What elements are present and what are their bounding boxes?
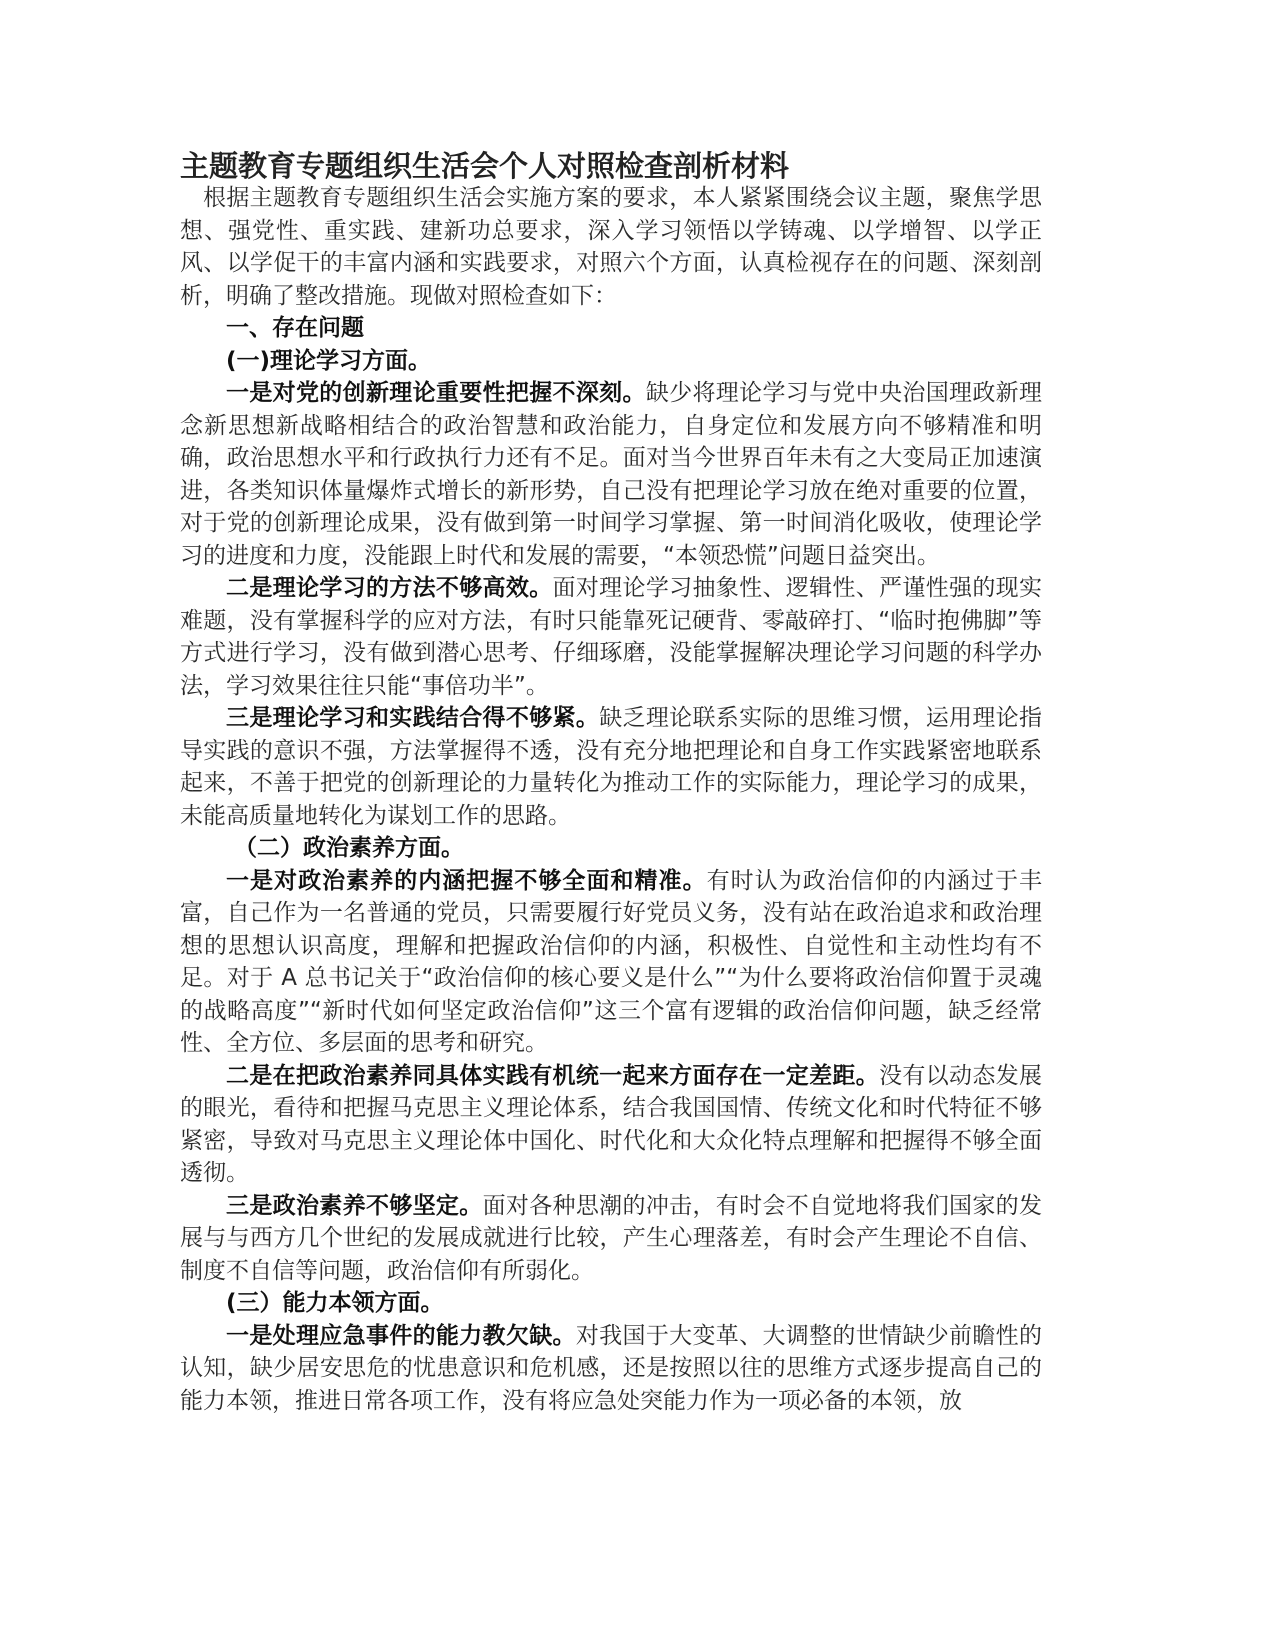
paragraph-lead: 一是对政治素养的内涵把握不够全面和精准。	[226, 867, 707, 894]
paragraph-lead: 三是政治素养不够坚定。	[226, 1192, 483, 1219]
paragraph-body: 没有以动态发展的眼光，看待和把握马克思主义理论体系，结合我国国情、传统文化和时代特征不够紧密，导致对马克思主义理论体中国化、时代化和大众化特点理解和把握得不够全面透彻。	[180, 1062, 1043, 1186]
paragraph-politics-2	[180, 1060, 1042, 1190]
paragraph-lead: 二是在把政治素养同具体实践有机统一起来方面存在一定差距。	[226, 1062, 880, 1089]
intro-paragraph: 根据主题教育专题组织生活会实施方案的要求，本人紧紧围绕会议主题，聚焦学思想、强党性、重实践、建新功总要求，深入学习领悟以学铸魂、以学增智、以学正风、以学促干的丰富内涵和实践要求，对照六个方面，认真检视存在的问题、深刻剖析，明确了整改措施。现做对照检查如下：	[180, 185, 1042, 309]
paragraph-theory-2	[180, 572, 1042, 702]
paragraph-lead: 一是处理应急事件的能力教欠缺。	[226, 1322, 576, 1349]
paragraph-politics-3	[180, 1190, 1042, 1288]
paragraph-theory-1	[180, 377, 1042, 572]
paragraph-lead: 一是对党的创新理论重要性把握不深刻。	[226, 380, 646, 406]
paragraph-theory-3	[180, 702, 1042, 832]
paragraph-ability-1	[180, 1320, 1042, 1418]
document-title: 主题教育专题组织生活会个人对照检查剖析材料	[180, 149, 790, 183]
document-page	[180, 150, 1042, 1417]
paragraph-body: 缺少将理论学习与党中央治国理政新理念新思想新战略相结合的政治智慧和政治能力，自身定位和发展方向不够精准和明确，政治思想水平和行政执行力还有不足。面对当今世界百年未有之大变局正加速演进，各类知识体量爆炸式增长的新形势，自己没有把理论学习放在绝对重要的位置，对于党的创新理论成果，没有做到第一时间学习掌握、第一时间消化吸收，使理论学习的进度和力度，没能跟上时代和发展的需要，“本领恐慌”问题日益突出。	[180, 380, 1043, 569]
paragraph-lead: 三是理论学习和实践结合得不够紧。	[226, 705, 600, 731]
paragraph-body: 缺乏理论联系实际的思维习惯，运用理论指导实践的意识不强，方法掌握得不透，没有充分地把理论和自身工作实践紧密地联系起来，不善于把党的创新理论的力量转化为推动工作的实际能力，理论学习的成果，未能高质量地转化为谋划工作的思路。	[180, 705, 1043, 829]
paragraph-body: 对我国于大变革、大调整的世情缺少前瞻性的认知，缺少居安思危的忧患意识和危机感，还是按照以往的思维方式逐步提高自己的能力本领，推进日常各项工作，没有将应急处突能力作为一项必备的本领，放	[180, 1322, 1043, 1414]
subsection-heading-politics: （二）政治素养方面。	[234, 835, 464, 861]
paragraph-body: 面对理论学习抽象性、逻辑性、严谨性强的现实难题，没有掌握科学的应对方法，有时只能靠死记硬背、零敲碎打、“临时抱佛脚”等方式进行学习，没有做到潜心思考、仔细琢磨，没能掌握解决理论学习问题的科学办法，学习效果往往只能“事倍功半”。	[180, 575, 1043, 699]
paragraph-body: 面对各种思潮的冲击，有时会不自觉地将我们国家的发展与与西方几个世纪的发展成就进行比较，产生心理落差，有时会产生理论不自信、制度不自信等问题，政治信仰有所弱化。	[180, 1192, 1043, 1284]
subsection-heading-theory: (一)理论学习方面。	[226, 347, 432, 374]
paragraph-lead: 二是理论学习的方法不够高效。	[226, 575, 553, 601]
paragraph-politics-1	[180, 865, 1042, 1060]
paragraph-body: 有时认为政治信仰的内涵过于丰富，自己作为一名普通的党员，只需要履行好党员义务，没有站在政治追求和政治理想的思想认识高度，理解和把握政治信仰的内涵，积极性、自觉性和主动性均有不足。对于 A 总书记关于“政治信仰的核心要义是什么”“为什么要将政治信仰置于灵魂的战略高度”“新时代如何坚定政治信仰”这三个富有逻辑的政治信仰问题，缺乏经常性、全方位、多层面的思考和研究。	[180, 867, 1043, 1056]
section-heading-problems: 一、存在问题	[226, 315, 364, 341]
subsection-heading-ability: (三）能力本领方面。	[226, 1290, 444, 1316]
